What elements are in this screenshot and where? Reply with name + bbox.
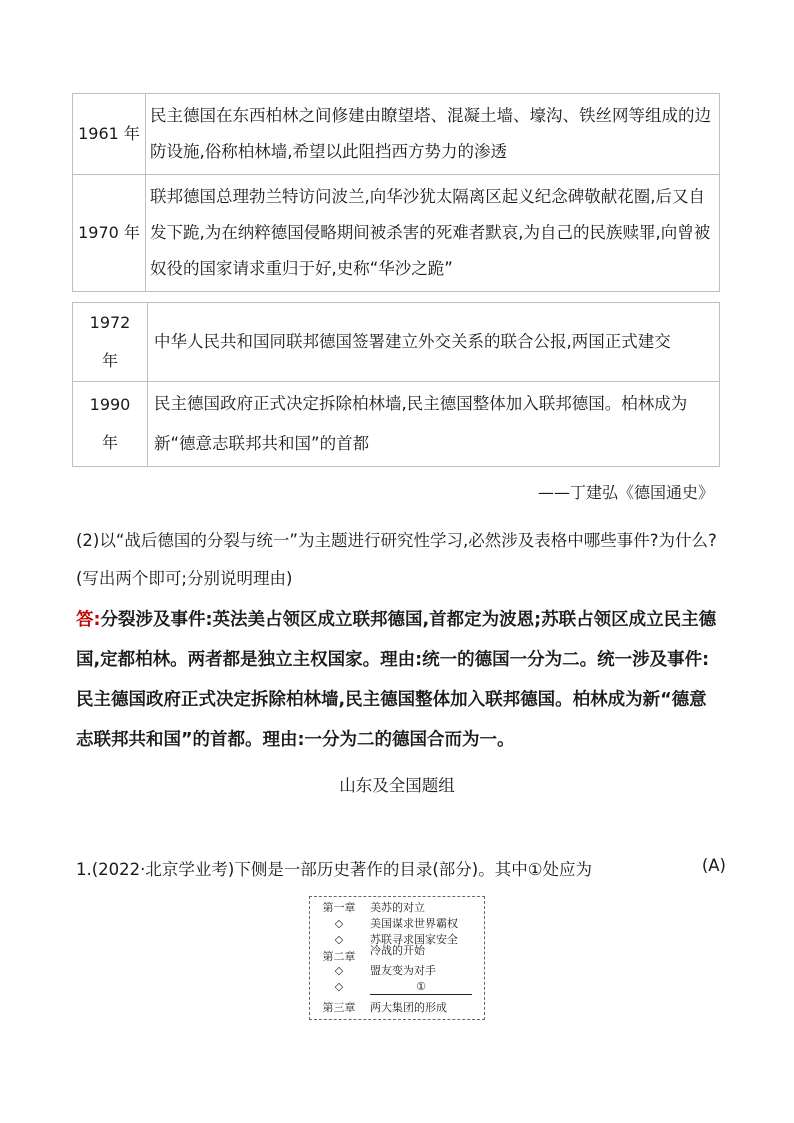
section-item: 盟友变为对手 <box>370 964 436 977</box>
section-title: 山东及全国题组 <box>339 776 455 795</box>
year-cell: 1970 年 <box>73 175 146 292</box>
year-cell <box>73 303 148 382</box>
toc-row <box>310 1000 484 1016</box>
section-item: 苏联寻求国家安全 <box>370 933 458 946</box>
question-1-text: 1.(2022·北京学业考)下侧是一部历史著作的目录(部分)。其中①处应为 <box>76 860 593 879</box>
question-1 <box>76 856 726 880</box>
event-cell: 中华人民共和国同联邦德国签署建立外交关系的联合公报,两国正式建交 <box>148 303 720 382</box>
chapter-label: 第一章 <box>322 901 356 914</box>
question-1-answer: (A) <box>701 856 726 875</box>
table-of-contents-figure <box>309 896 485 1020</box>
table-row <box>73 382 720 467</box>
chapter-label: 第二章 <box>322 950 356 963</box>
toc-row <box>310 900 484 916</box>
year-number: 1990 <box>89 395 131 414</box>
year-unit: 年 <box>101 351 118 370</box>
toc-row <box>310 963 484 979</box>
year-cell <box>73 382 148 467</box>
event-cell: 民主德国政府正式决定拆除柏林墙,民主德国整体加入联邦德国。柏林成为新“德意志联邦共和国”的首都 <box>148 382 720 467</box>
diamond-icon: ◇ <box>334 917 344 930</box>
question-2: (2)以“战后德国的分裂与统一”为主题进行研究性学习,必然涉及表格中哪些事件?为什么?(写出两个即可;分别说明理由) <box>76 531 717 588</box>
year-number: 1972 <box>89 313 131 332</box>
source-citation: ——丁建弘《德国通史》 <box>537 483 714 502</box>
diamond-icon: ◇ <box>334 980 344 993</box>
events-table-upper <box>72 93 720 292</box>
section-item: 美国谋求世界霸权 <box>370 917 458 930</box>
blank-slot: ① <box>370 979 472 995</box>
event-cell: 联邦德国总理勃兰特访问波兰,向华沙犹太隔离区起义纪念碑敬献花圈,后又自发下跪,为在纳粹德国侵略期间被杀害的死难者默哀,为自己的民族赎罪,向曾被奴役的国家请求重归于好,史称“华沙之跪” <box>146 175 720 292</box>
year-unit: 年 <box>101 433 118 452</box>
chapter-title: 美苏的对立 <box>370 901 425 914</box>
year-cell: 1961 年 <box>73 94 146 175</box>
answer-block <box>76 600 724 760</box>
diamond-icon: ◇ <box>334 964 344 977</box>
events-table-lower <box>72 302 720 467</box>
answer-text: 分裂涉及事件:英法美占领区成立联邦德国,首都定为波恩;苏联占领区成立民主德国,定都柏林。两者都是独立主权国家。理由:统一的德国一分为二。统一涉及事件:民主德国政府正式决定拆除柏林墙,民主德国整体加入联邦德国。柏林成为新“德意志联邦共和国”的首都。理由:一分为二的德国合而为一。 <box>76 610 717 750</box>
chapter-title: 冷战的开始 <box>370 944 425 957</box>
toc-row <box>310 916 484 932</box>
chapter-title: 两大集团的形成 <box>370 1001 447 1014</box>
table-row <box>73 303 720 382</box>
table-row <box>73 175 720 292</box>
answer-tag: 答: <box>76 610 101 630</box>
toc-row <box>310 979 484 995</box>
chapter-label: 第三章 <box>322 1001 356 1014</box>
diamond-icon: ◇ <box>334 933 344 946</box>
table-row <box>73 94 720 175</box>
event-cell: 民主德国在东西柏林之间修建由瞭望塔、混凝土墙、壕沟、铁丝网等组成的边防设施,俗称柏林墙,希望以此阻挡西方势力的渗透 <box>146 94 720 175</box>
